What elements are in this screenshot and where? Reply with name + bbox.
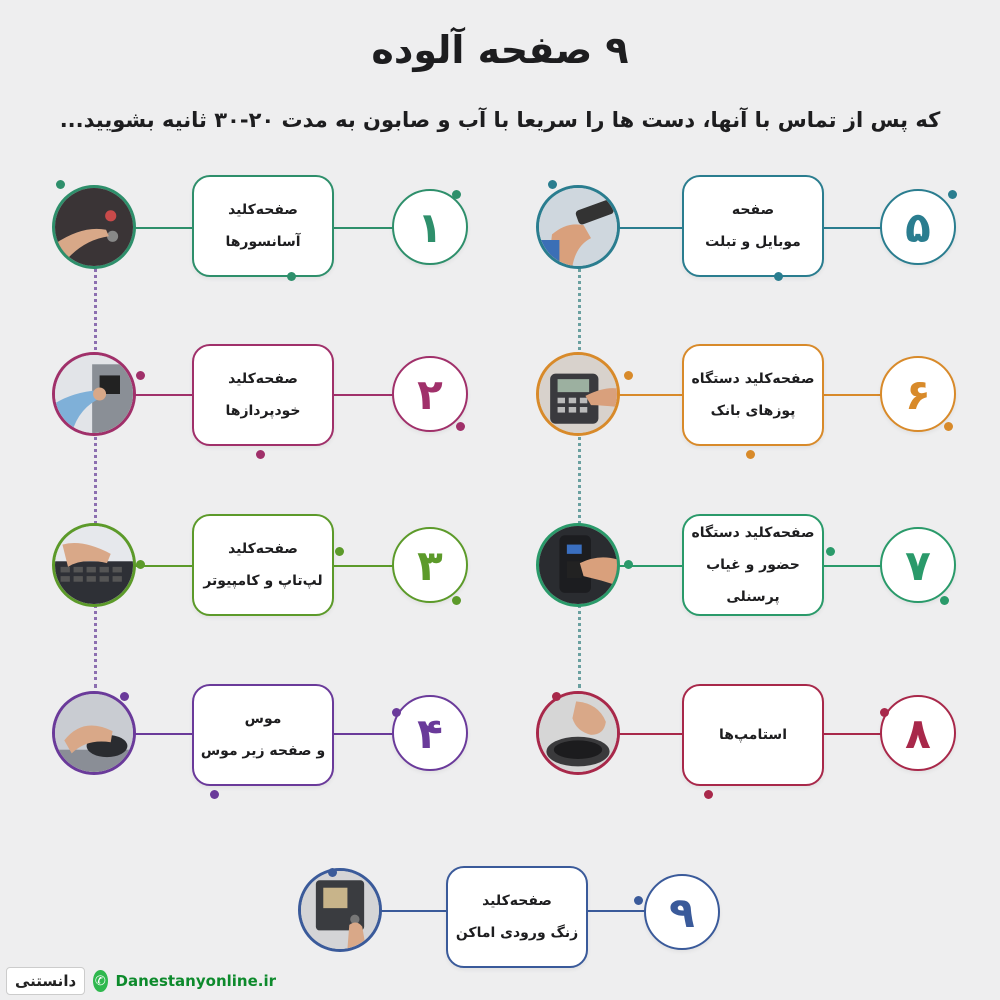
card-item-7 [682,514,824,616]
card-line2: آسانسورها [225,234,301,250]
card-line1: صفحه‌کلید دستگاه [691,371,815,387]
dot [624,560,633,569]
number-badge-4: ۴ [392,695,468,771]
card-line1: صفحه‌کلید [228,371,298,387]
fingerprint-device-photo [536,523,620,607]
dot [704,790,713,799]
card-line1: موس [244,711,282,727]
dot [328,868,337,877]
card-line1: صفحه‌کلید [228,541,298,557]
dot [136,560,145,569]
card-item-2 [192,344,334,446]
dot [940,596,949,605]
number-badge-2: ۲ [392,356,468,432]
stamp-pad-photo [536,691,620,775]
card-line2: خودپردازها [225,403,301,419]
number-badge-8: ۸ [880,695,956,771]
dot [56,180,65,189]
dot [944,422,953,431]
dot [880,708,889,717]
dot [634,896,643,905]
dot [456,422,465,431]
brand-logo: دانستنی [6,967,85,995]
dot [624,371,633,380]
card-line1: صفحه‌کلید [228,202,298,218]
dot [335,547,344,556]
dot [392,708,401,717]
dot [948,190,957,199]
laptop-keyboard-photo [52,523,136,607]
mobile-phone-photo [536,185,620,269]
card-line1: صفحه‌کلید دستگاه [691,525,815,541]
card-item-3 [192,514,334,616]
dot [452,596,461,605]
number-badge-7: ۷ [880,527,956,603]
intercom-doorbell-photo [298,868,382,952]
card-line1: استامپ‌ها [719,727,787,743]
pos-terminal-photo [536,352,620,436]
dot [774,272,783,281]
dot [552,692,561,701]
card-line2: و صفحه زیر موس [200,743,326,759]
dot [548,180,557,189]
card-line1: صفحه [731,202,775,218]
computer-mouse-photo [52,691,136,775]
card-item-1 [192,175,334,277]
dot [256,450,265,459]
card-line1: صفحه‌کلید [482,893,552,909]
card-line2: حضور و غیاب پرسنلی [706,557,800,605]
card-line2: زنگ ورودی اماکن [455,925,579,941]
dot [120,692,129,701]
number-badge-9: ۹ [644,874,720,950]
left-column-connector [94,268,97,688]
dot [136,371,145,380]
card-item-8 [682,684,824,786]
number-badge-3: ۳ [392,527,468,603]
card-line2: موبایل و تبلت [705,234,801,250]
dot [210,790,219,799]
card-item-6 [682,344,824,446]
card-line2: پوزهای بانک [710,403,796,419]
whatsapp-icon: ✆ [93,970,107,992]
page-title: ۹ صفحه آلوده [371,28,629,72]
number-badge-1: ۱ [392,189,468,265]
dot [452,190,461,199]
card-item-4 [192,684,334,786]
number-badge-6: ۶ [880,356,956,432]
right-column-connector [578,268,581,688]
number-badge-5: ۵ [880,189,956,265]
footer [0,962,276,1000]
dot [826,547,835,556]
dot [287,272,296,281]
atm-photo [52,352,136,436]
card-item-9 [446,866,588,968]
dot [746,450,755,459]
card-line2: لپ‌تاپ و کامپیوتر [203,573,323,589]
website-url[interactable]: Danestanyonline.ir [115,972,276,990]
page-subtitle: که پس از تماس با آنها، دست ها را سریعا با آب و صابون به مدت ۲۰-۳۰ ثانیه بشویید... [59,108,941,132]
elevator-keypad-photo [52,185,136,269]
card-item-5 [682,175,824,277]
